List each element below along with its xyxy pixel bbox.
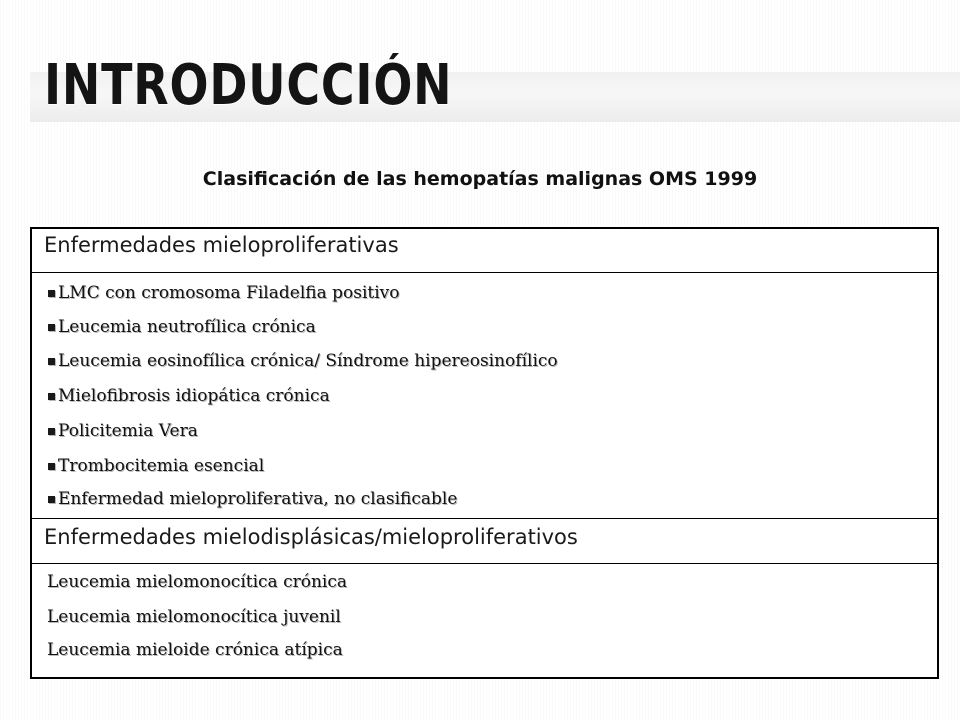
section-header-myeloproliferative: Enfermedades mieloproliferativas: [44, 233, 399, 257]
list-item: [48, 386, 330, 406]
list-item: Leucemia mielomonocítica crónica: [47, 572, 348, 592]
list-item-label: Trombocitemia esencial: [58, 456, 265, 476]
list-item: [48, 351, 558, 371]
table-divider: [32, 563, 937, 564]
list-item: Leucemia mieloide crónica atípica: [47, 640, 343, 660]
list-item-label: Enfermedad mieloproliferativa, no clasificable: [58, 489, 458, 509]
list-item: [48, 317, 316, 337]
square-bullet-icon: [48, 290, 55, 297]
classification-table: [30, 227, 939, 679]
slide-subtitle: Clasificación de las hemopatías malignas OMS 1999: [202, 168, 758, 190]
list-item-label: Leucemia eosinofílica crónica/ Síndrome hipereosinofílico: [58, 351, 558, 371]
square-bullet-icon: [48, 428, 55, 435]
list-item: [48, 489, 457, 509]
table-divider: [32, 272, 937, 273]
list-item: Leucemia mielomonocítica juvenil: [47, 607, 341, 627]
list-item-label: Mielofibrosis idiopática crónica: [58, 386, 330, 406]
square-bullet-icon: [48, 463, 55, 470]
list-item: [48, 421, 198, 441]
list-item-label: LMC con cromosoma Filadelfia positivo: [58, 283, 400, 303]
slide-title: INTRODUCCIÓN: [44, 53, 453, 118]
list-item: [48, 456, 264, 476]
square-bullet-icon: [48, 324, 55, 331]
section-header-myelodysplastic: Enfermedades mielodisplásicas/mieloproliferativos: [44, 525, 578, 549]
square-bullet-icon: [48, 496, 55, 503]
list-item-label: Leucemia neutrofílica crónica: [58, 317, 316, 337]
list-item: [48, 283, 400, 303]
square-bullet-icon: [48, 358, 55, 365]
table-divider: [32, 518, 937, 519]
list-item-label: Policitemia Vera: [58, 421, 198, 441]
square-bullet-icon: [48, 393, 55, 400]
